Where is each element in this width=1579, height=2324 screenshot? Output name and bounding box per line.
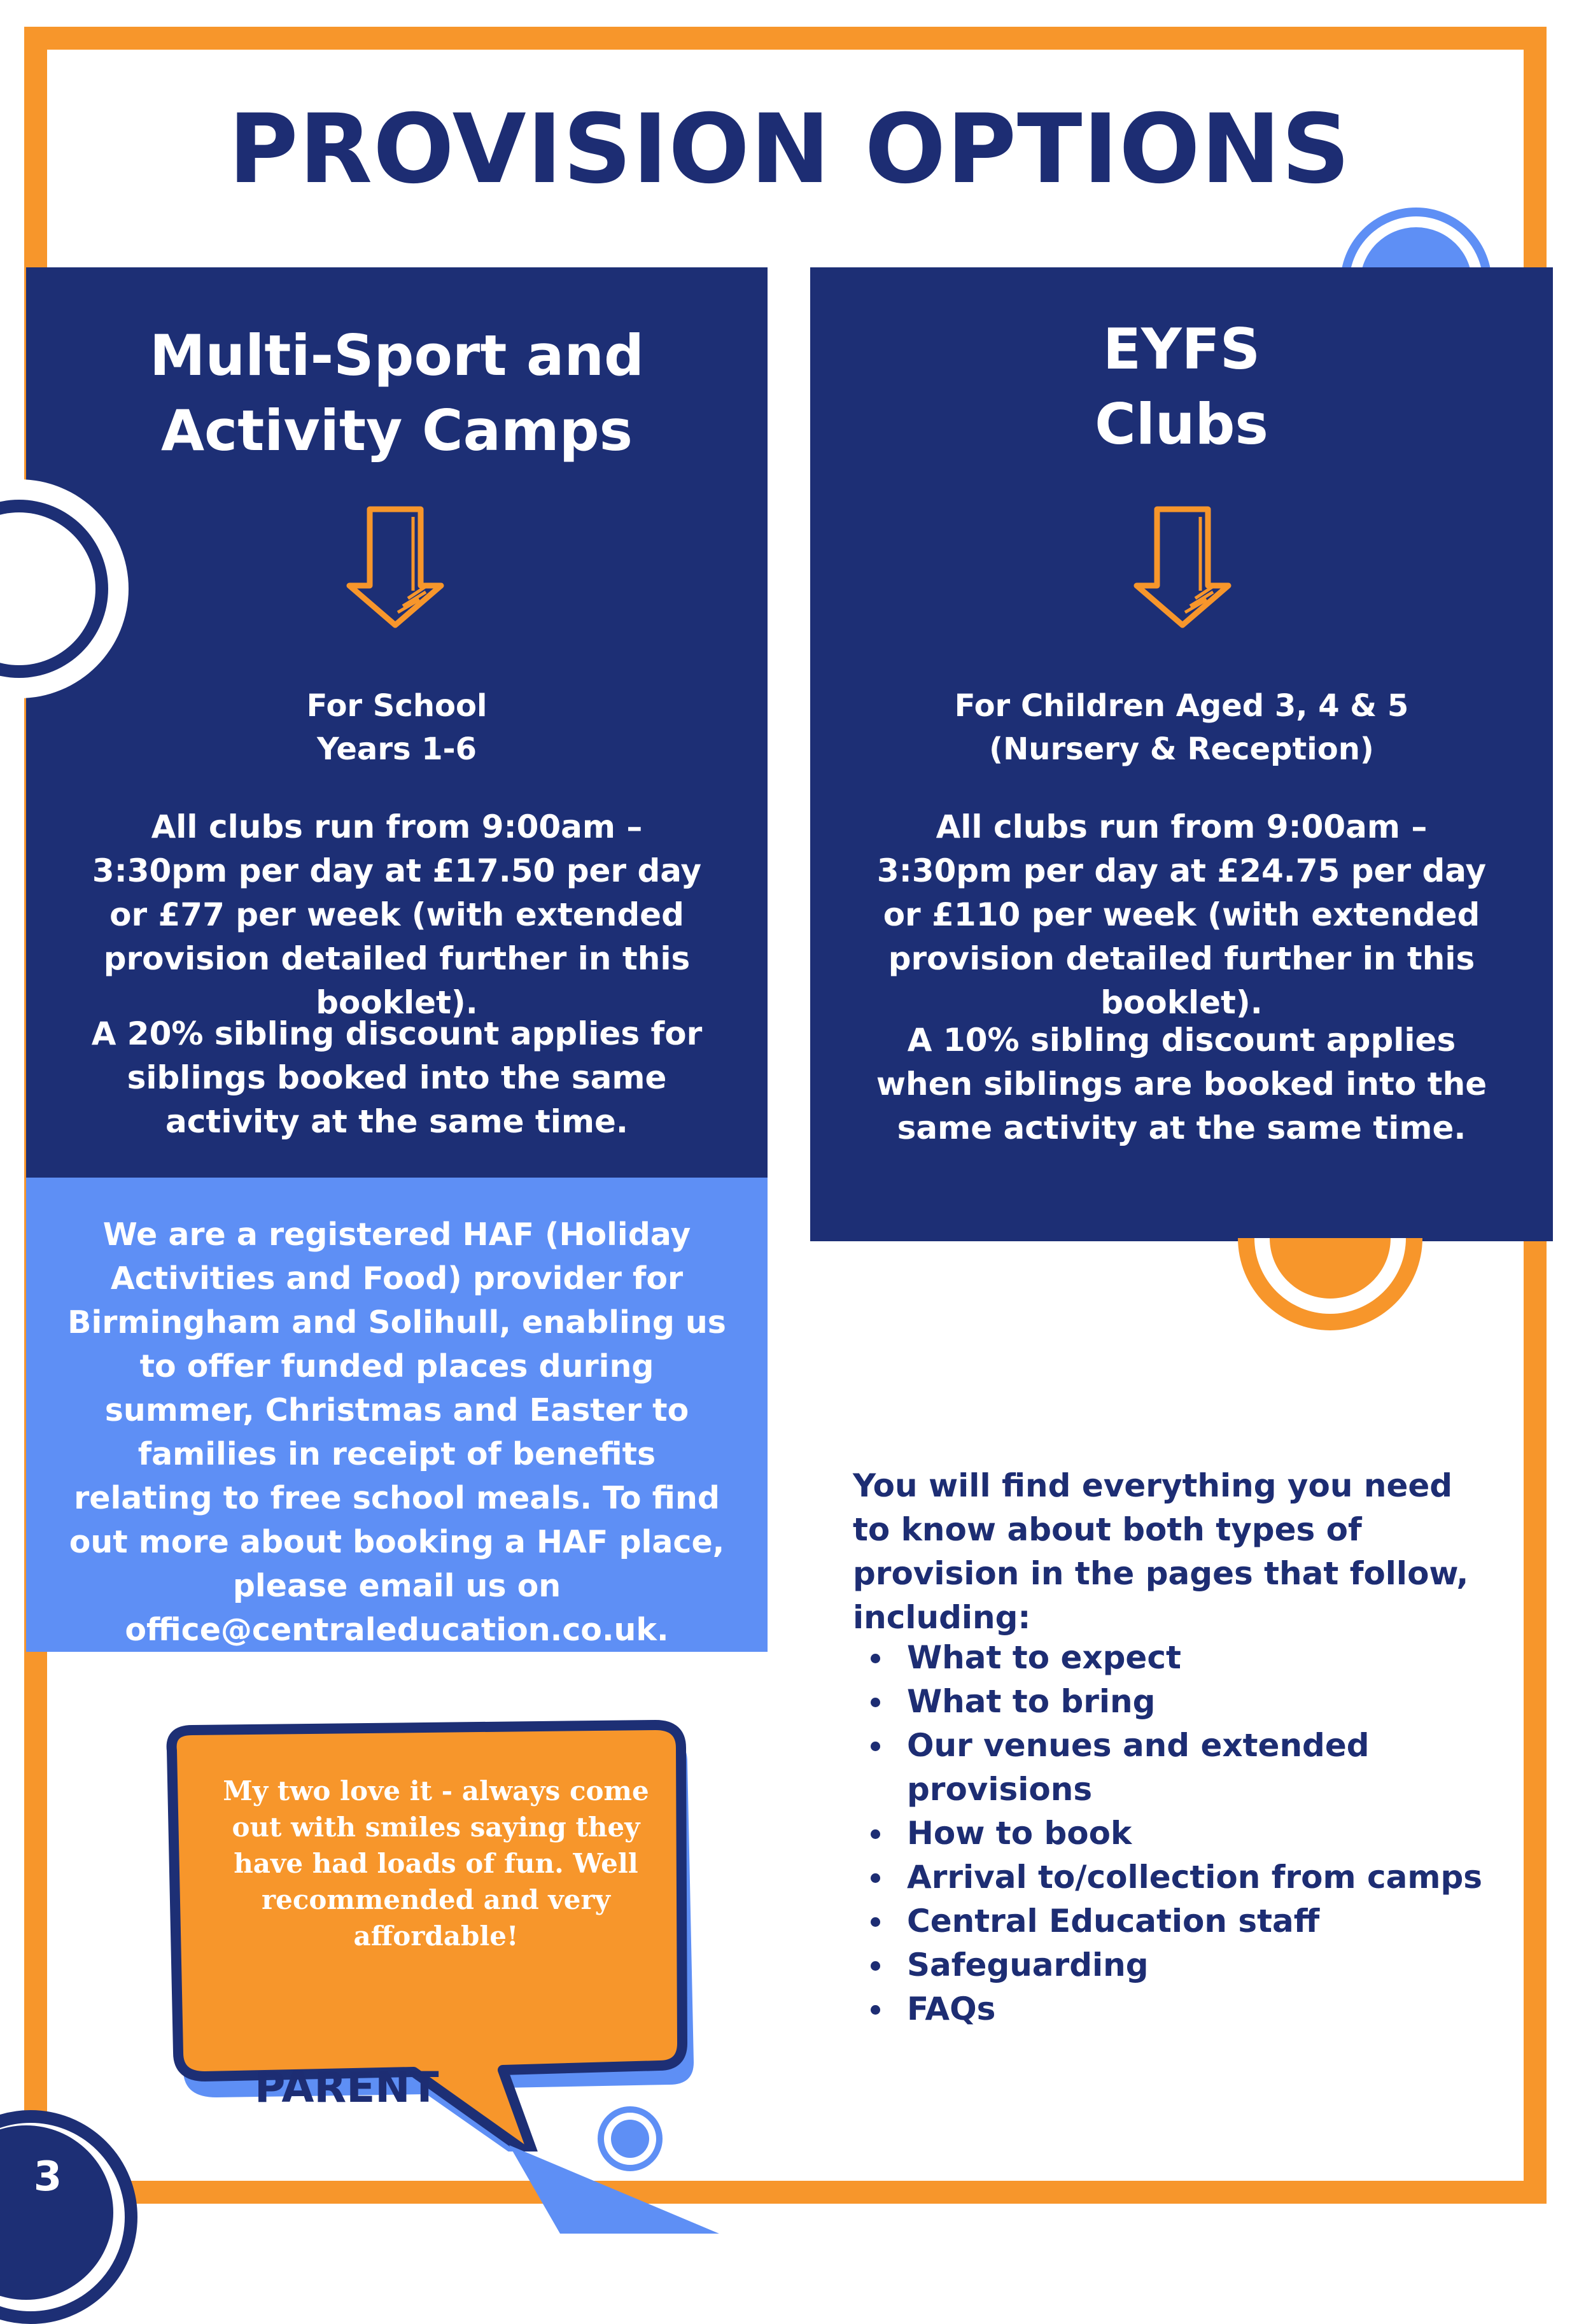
pricing-text: All clubs run from 9:00am – 3:30pm per day at £17.50 per day or £77 per week (with extended provision detailed further in this booklet). (92, 808, 702, 1021)
multi-sport-panel (26, 267, 768, 1178)
list-item: Central Education staff (866, 1899, 1502, 1943)
list-item: FAQs (866, 1987, 1502, 2031)
sibling-discount-text: A 10% sibling discount applies when siblings are booked into the same activity at the same time. (876, 1022, 1487, 1146)
heading-line-2: Clubs (1095, 391, 1268, 457)
list-item: Our venues and extended provisions (866, 1724, 1502, 1812)
eyfs-heading (810, 312, 1553, 462)
testimonial-quote: My two love it - always come out with smiles saying they have had loads of fun. Well recommended and very affordable! (223, 1775, 649, 1952)
page-number: 3 (33, 2153, 62, 2201)
list-item: Safeguarding (866, 1943, 1502, 1987)
decorative-triangle (503, 2139, 732, 2234)
age-line-1: For School (306, 688, 488, 724)
list-item: What to expect (866, 1636, 1502, 1680)
pricing-text: All clubs run from 9:00am – 3:30pm per day at £24.75 per day or £110 per week (with extended provision detailed further in this booklet). (876, 808, 1487, 1021)
arrow-down-icon (344, 503, 446, 630)
heading-line-1: Multi-Sport and (149, 323, 645, 388)
sibling-discount-text: A 20% sibling discount applies for siblings booked into the same activity at the same time. (91, 1015, 703, 1140)
page-title: PROVISION OPTIONS (228, 94, 1351, 205)
age-range (810, 684, 1553, 771)
eyfs-panel (810, 267, 1553, 1241)
heading-line-1: EYFS (1102, 316, 1261, 382)
haf-info-box: We are a registered HAF (Holiday Activities and Food) provider for Birmingham and Solihull, enabling us to offer funded places during summer, Christmas and Easter to families in receipt of benefits relating to free school meals. To find out more about booking a HAF place, please email us on office@centraleducation.co.uk. (26, 1178, 768, 1652)
topic-list (866, 1636, 1502, 2031)
testimonial-attribution: PARENT (255, 2063, 439, 2112)
list-item: What to bring (866, 1680, 1502, 1724)
decorative-circle-orange (1232, 1238, 1429, 1346)
age-line-2: Years 1-6 (317, 731, 477, 767)
list-item: How to book (866, 1812, 1502, 1856)
decorative-circle-left (0, 468, 146, 710)
age-line-1: For Children Aged 3, 4 & 5 (954, 688, 1409, 724)
multi-sport-heading (26, 318, 768, 468)
age-line-2: (Nursery & Reception) (989, 731, 1374, 767)
arrow-down-icon (1132, 503, 1233, 630)
heading-line-2: Activity Camps (160, 398, 633, 463)
list-item: Arrival to/collection from camps (866, 1856, 1502, 1899)
provision-intro: You will find everything you need to know about both types of provision in the pages that follow, including: (853, 1467, 1469, 1636)
